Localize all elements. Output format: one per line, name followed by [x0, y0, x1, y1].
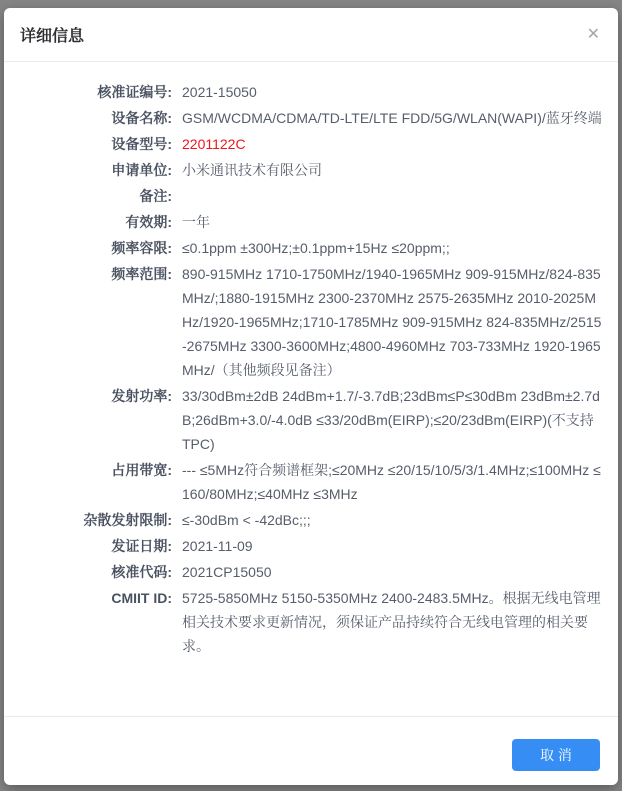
info-row — [20, 458, 602, 506]
info-row — [20, 210, 602, 234]
info-row — [20, 80, 602, 104]
info-value: 890-915MHz 1710-1750MHz/1940-1965MHz 909-915MHz/824-835MHz/;1880-1915MHz 2300-2370MHz 2575-2635MHz 2010-2025MHz/1920-1965MHz;1710-1785MHz 909-915MHz 824-835MHz/2515-2675MHz 3300-3600MHz;4800-4960MHz 703-733MHz 1920-1965MHz/（其他频段见备注） — [182, 266, 602, 378]
info-value: ≤0.1ppm ±300Hz;±0.1ppm+15Hz ≤20ppm;; — [182, 240, 450, 256]
info-value: 2021-15050 — [182, 84, 257, 100]
info-label: 频率容限: — [111, 240, 172, 256]
info-label: 核准代码: — [111, 564, 172, 580]
modal-title: 详细信息 — [20, 28, 85, 45]
info-value: 一年 — [182, 214, 210, 230]
modal-header — [4, 8, 618, 62]
info-row — [20, 184, 602, 208]
info-label: 杂散发射限制: — [83, 512, 172, 528]
cancel-button[interactable]: 取 消 — [512, 739, 600, 771]
modal-body — [4, 62, 618, 716]
detail-modal — [4, 8, 618, 785]
info-value — [182, 184, 602, 208]
info-row — [20, 508, 602, 532]
info-value: ≤-30dBm < -42dBc;;; — [182, 512, 311, 528]
info-label: 设备名称: — [111, 110, 172, 126]
info-value: 2201122C — [182, 136, 246, 152]
info-row — [20, 158, 602, 182]
info-row — [20, 236, 602, 260]
info-value: 33/30dBm±2dB 24dBm+1.7/-3.7dB;23dBm≤P≤30dBm 23dBm±2.7dB;26dBm+3.0/-4.0dB ≤33/20dBm(EIRP);≤20/23dBm(EIRP)(不支持TPC) — [182, 388, 600, 452]
info-value: 2021-11-09 — [182, 538, 253, 554]
info-value: GSM/WCDMA/CDMA/TD-LTE/LTE FDD/5G/WLAN(WAPI)/蓝牙终端 — [182, 110, 602, 126]
info-label: 核准证编号: — [97, 84, 172, 100]
info-label: 占用带宽: — [111, 462, 172, 478]
info-label: 申请单位: — [111, 162, 172, 178]
modal-footer — [4, 716, 618, 785]
info-label: 频率范围: — [111, 266, 172, 282]
info-row — [20, 384, 602, 456]
info-value: 5725-5850MHz 5150-5350MHz 2400-2483.5MHz。根据无线电管理相关技术要求更新情况，须保证产品持续符合无线电管理的相关要求。 — [182, 590, 601, 654]
info-row — [20, 534, 602, 558]
info-label: 有效期: — [125, 214, 172, 230]
info-row — [20, 560, 602, 584]
info-label: 设备型号: — [111, 136, 172, 152]
info-row — [20, 132, 602, 156]
info-row — [20, 586, 602, 658]
info-value: --- ≤5MHz符合频谱框架;≤20MHz ≤20/15/10/5/3/1.4MHz;≤100MHz ≤160/80MHz;≤40MHz ≤3MHz — [182, 462, 601, 502]
info-value: 2021CP15050 — [182, 564, 272, 580]
info-label: 发射功率: — [111, 388, 172, 404]
info-row — [20, 262, 602, 382]
info-row — [20, 106, 602, 130]
info-label: 备注: — [139, 188, 172, 204]
info-value: 小米通讯技术有限公司 — [182, 162, 322, 178]
close-icon[interactable]: ✕ — [586, 25, 600, 43]
info-label: CMIIT ID: — [111, 590, 172, 606]
info-label: 发证日期: — [111, 538, 172, 554]
